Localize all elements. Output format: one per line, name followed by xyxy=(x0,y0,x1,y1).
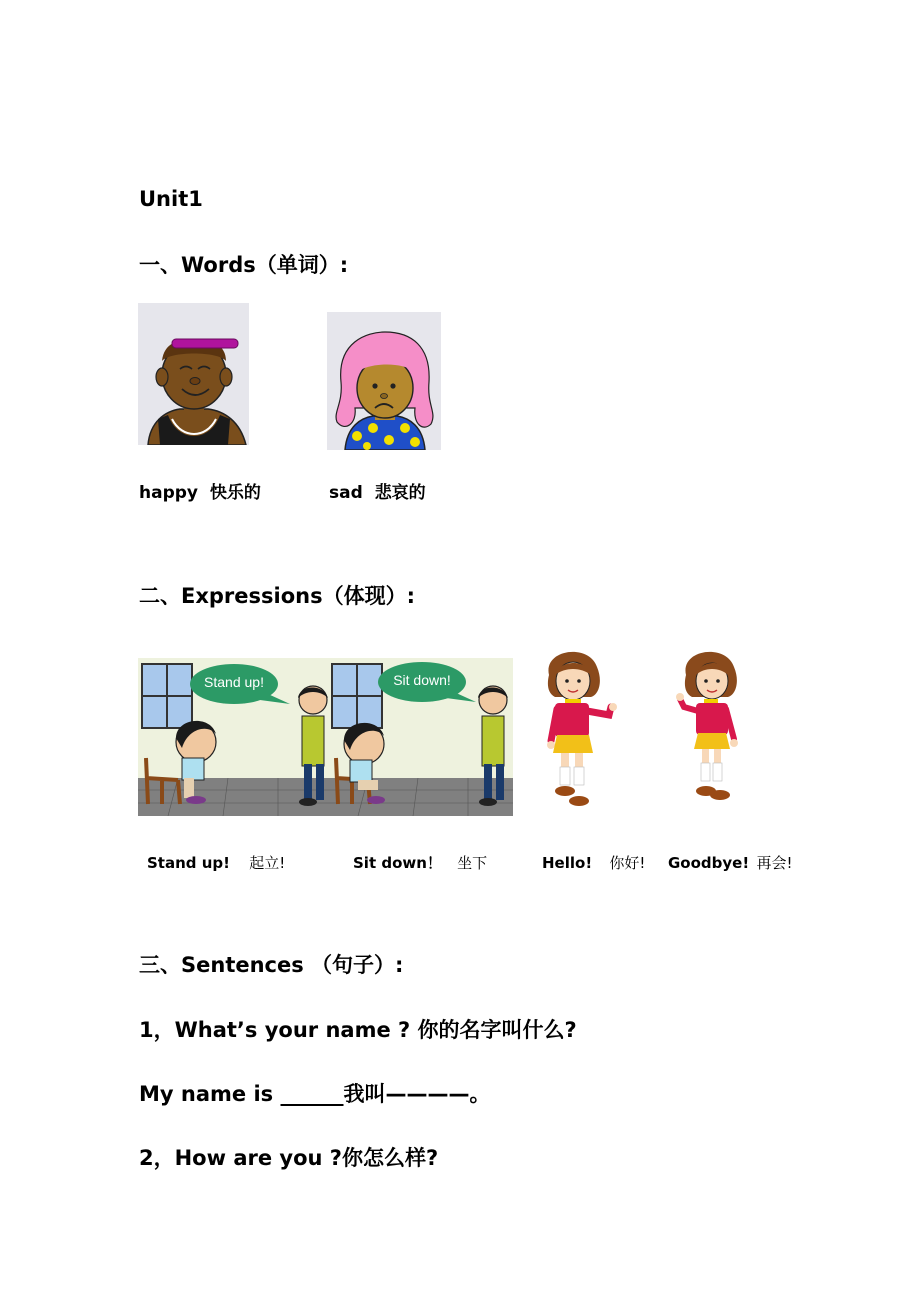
goodbye-girl-image xyxy=(676,645,746,805)
sentence-3: 2，How are you ?你怎么样? xyxy=(139,1146,439,1170)
bubble-sit-down: Sit down! xyxy=(393,672,451,688)
word-sad-zh: 悲哀的 xyxy=(374,483,426,503)
words-heading: 一、Words（单词）: xyxy=(139,253,349,277)
expression-goodbye-zh: 再会! xyxy=(756,854,793,872)
sad-girl-image xyxy=(327,312,441,450)
word-happy-zh: 快乐的 xyxy=(209,483,261,503)
sentences-heading: 三、Sentences （句子）: xyxy=(139,953,404,977)
expression-stand-up-en: Stand up! xyxy=(147,854,230,872)
sentence-1: 1，What’s your name ? 你的名字叫什么? xyxy=(139,1018,577,1042)
word-happy xyxy=(139,478,261,503)
expression-stand-up-zh: 起立! xyxy=(249,854,286,872)
bubble-stand-up: Stand up! xyxy=(204,674,264,690)
hello-girl-image xyxy=(537,645,619,813)
expression-hello-en: Hello! xyxy=(542,854,593,872)
expression-hello xyxy=(542,852,645,873)
happy-boy-image xyxy=(138,303,249,445)
word-sad-en: sad xyxy=(329,483,363,503)
classroom-scene-image xyxy=(138,658,513,816)
expressions-heading: 二、Expressions（体现）: xyxy=(139,584,415,608)
expression-sit-down-zh: 坐下 xyxy=(457,854,488,872)
word-sad xyxy=(329,478,426,503)
page-title: Unit1 xyxy=(139,187,203,211)
expression-goodbye-en: Goodbye! xyxy=(668,854,750,872)
expression-goodbye xyxy=(668,852,792,873)
expression-sit-down-en: Sit down！ xyxy=(353,854,442,872)
sentence-2: My name is ______我叫————。 xyxy=(139,1082,491,1106)
expression-sit-down xyxy=(353,852,487,873)
expression-stand-up xyxy=(147,852,285,873)
word-happy-en: happy xyxy=(139,483,198,503)
expression-hello-zh: 你好! xyxy=(609,854,646,872)
